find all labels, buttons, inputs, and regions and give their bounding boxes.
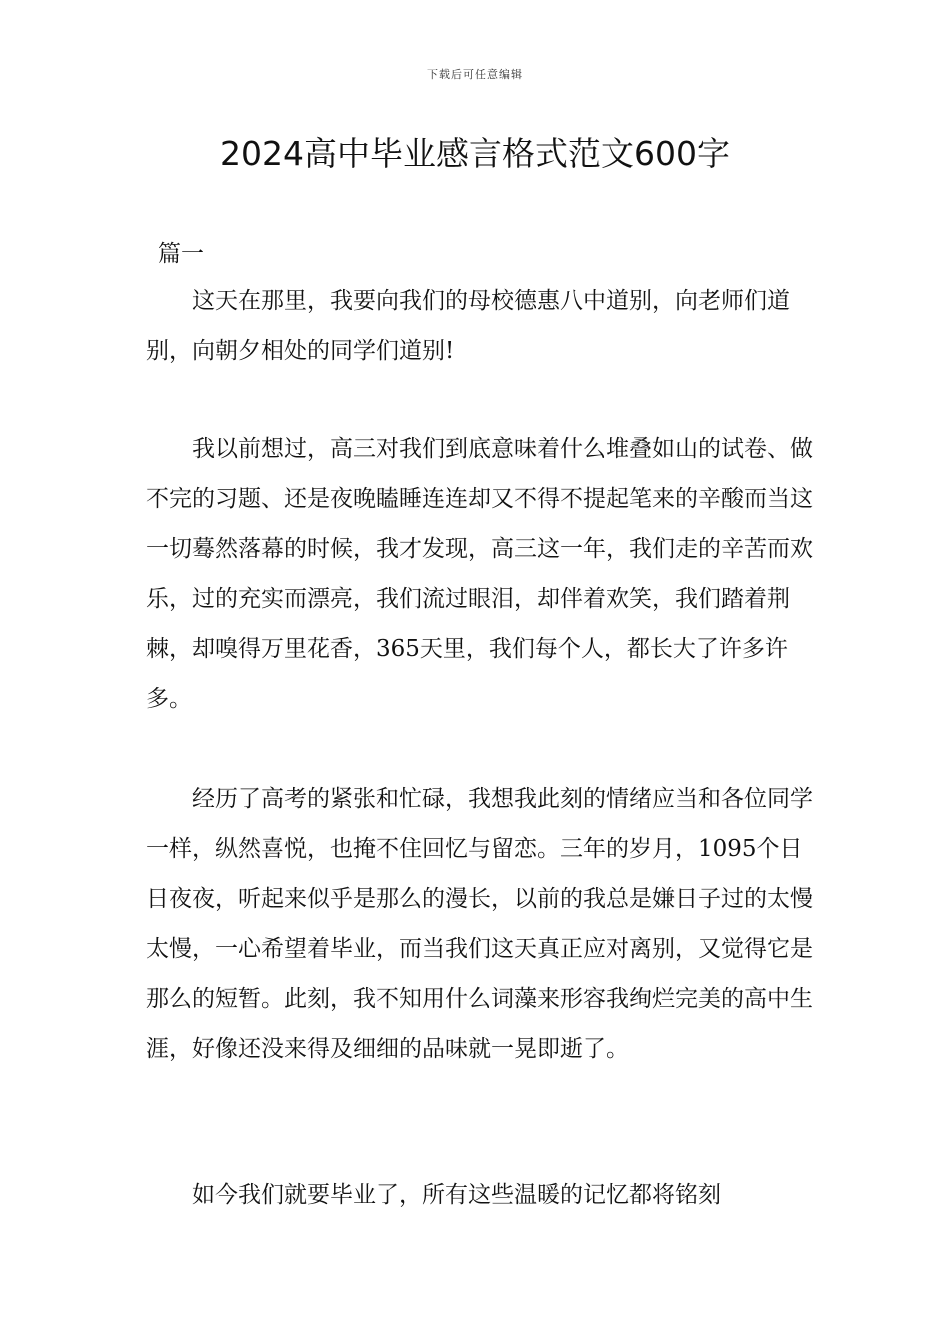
paragraph-text: 如今我们就要毕业了，所有这些温暖的记忆都将铭刻 — [192, 1182, 721, 1208]
paragraph-1 — [146, 276, 814, 376]
section-label: 篇一 — [158, 241, 204, 267]
paragraph-4 — [146, 1170, 814, 1220]
paragraph-text: 经历了高考的紧张和忙碌，我想我此刻的情绪应当和各位同学一样，纵然喜悦，也掩不住回忆与留恋。三年的岁月，1095个日日夜夜，听起来似乎是那么的漫长，以前的我总是嫌日子过的太慢太慢，一心希望着毕业，而当我们这天真正应对离别，又觉得它是那么的短暂。此刻，我不知用什么词藻来形容我绚烂完美的高中生涯，好像还没来得及细细的品味就一晃即逝了。 — [146, 786, 813, 1062]
header-note: 下载后可任意编辑 — [427, 68, 523, 81]
paragraph-3 — [146, 774, 814, 1074]
paragraph-2 — [146, 424, 814, 724]
paragraph-text: 这天在那里，我要向我们的母校德惠八中道别，向老师们道别，向朝夕相处的同学们道别! — [146, 288, 790, 364]
paragraph-text: 我以前想过，高三对我们到底意味着什么堆叠如山的试卷、做不完的习题、还是夜晚瞌睡连连却又不得不提起笔来的辛酸而当这一切蓦然落幕的时候，我才发现，高三这一年，我们走的辛苦而欢乐，过的充实而漂亮，我们流过眼泪，却伴着欢笑，我们踏着荆棘，却嗅得万里花香，365天里，我们每个人，都长大了许多许多。 — [146, 436, 813, 712]
document-title: 2024高中毕业感言格式范文600字 — [220, 134, 730, 173]
